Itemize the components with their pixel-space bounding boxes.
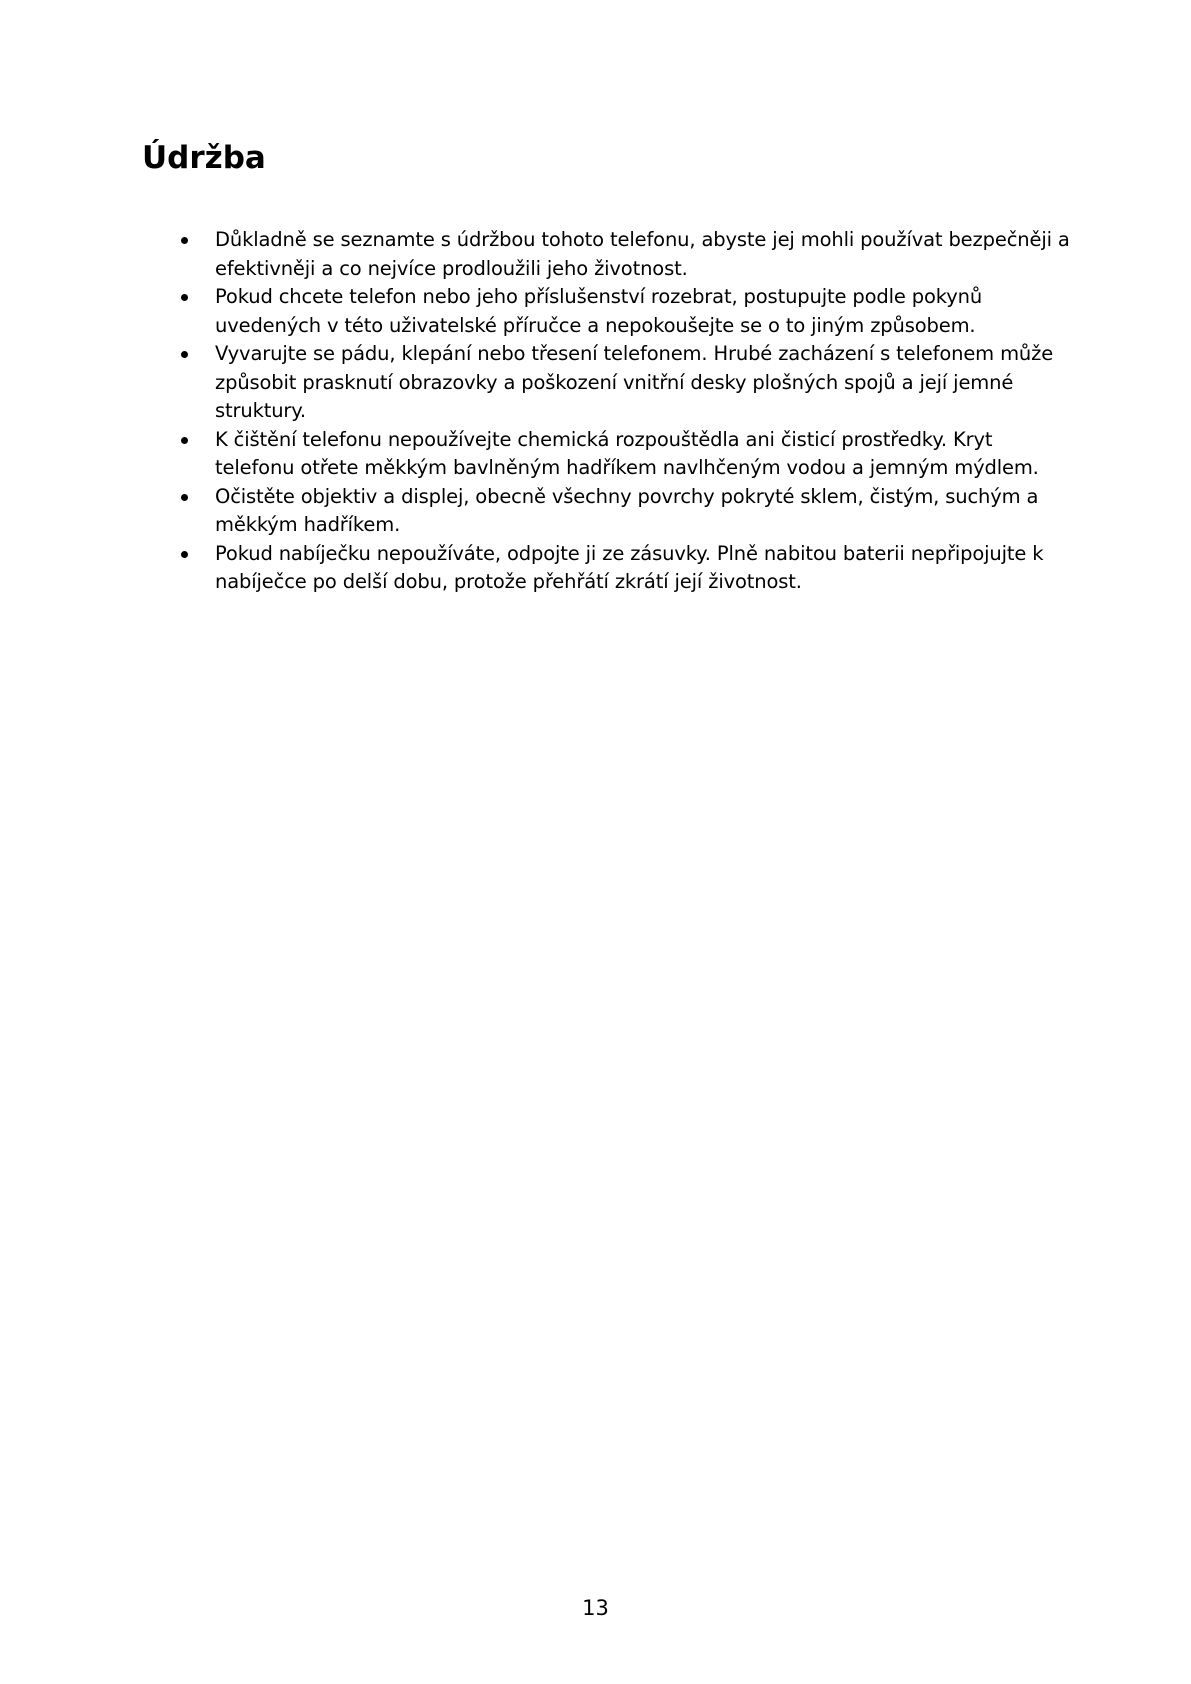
bullet-icon [181, 437, 188, 444]
list-item [177, 283, 1077, 340]
list-item-text: Pokud chcete telefon nebo jeho příslušenství rozebrat, postupujte podle pokynů uvedených v této uživatelské příručce a nepokoušejte se o to jiným způsobem. [215, 285, 983, 337]
bullet-icon [181, 351, 188, 358]
list-item-text: Očistěte objektiv a displej, obecně všechny povrchy pokryté sklem, čistým, suchým a měkkým hadříkem. [215, 484, 1039, 536]
list-item-text: K čištění telefonu nepoužívejte chemická rozpouštědla ani čisticí prostředky. Kryt telefonu otřete měkkým bavlněným hadříkem navlhčeným vodou a jemným mýdlem. [215, 427, 1039, 479]
bullet-icon [181, 551, 188, 558]
list-item-text: Důkladně se seznamte s údržbou tohoto telefonu, abyste jej mohli používat bezpečněji a efektivněji a co nejvíce prodloužili jeho životnost. [215, 228, 1070, 280]
bullet-icon [181, 294, 188, 301]
maintenance-list [177, 226, 1077, 597]
page-number: 13 [582, 1596, 609, 1620]
page-title: Údržba [142, 140, 266, 176]
bullet-icon [181, 494, 188, 501]
list-item [177, 340, 1077, 426]
list-item [177, 483, 1077, 540]
list-item [177, 426, 1077, 483]
list-item-text: Pokud nabíječku nepoužíváte, odpojte ji ze zásuvky. Plně nabitou baterii nepřipojujte k nabíječce po delší dobu, protože přehřátí zkrátí její životnost. [215, 541, 1044, 593]
list-item-text: Vyvarujte se pádu, klepání nebo třesení telefonem. Hrubé zacházení s telefonem může způsobit prasknutí obrazovky a poškození vnitřní desky plošných spojů a její jemné struktury. [215, 342, 1054, 422]
list-item [177, 540, 1077, 597]
bullet-icon [181, 237, 188, 244]
list-item [177, 226, 1077, 283]
